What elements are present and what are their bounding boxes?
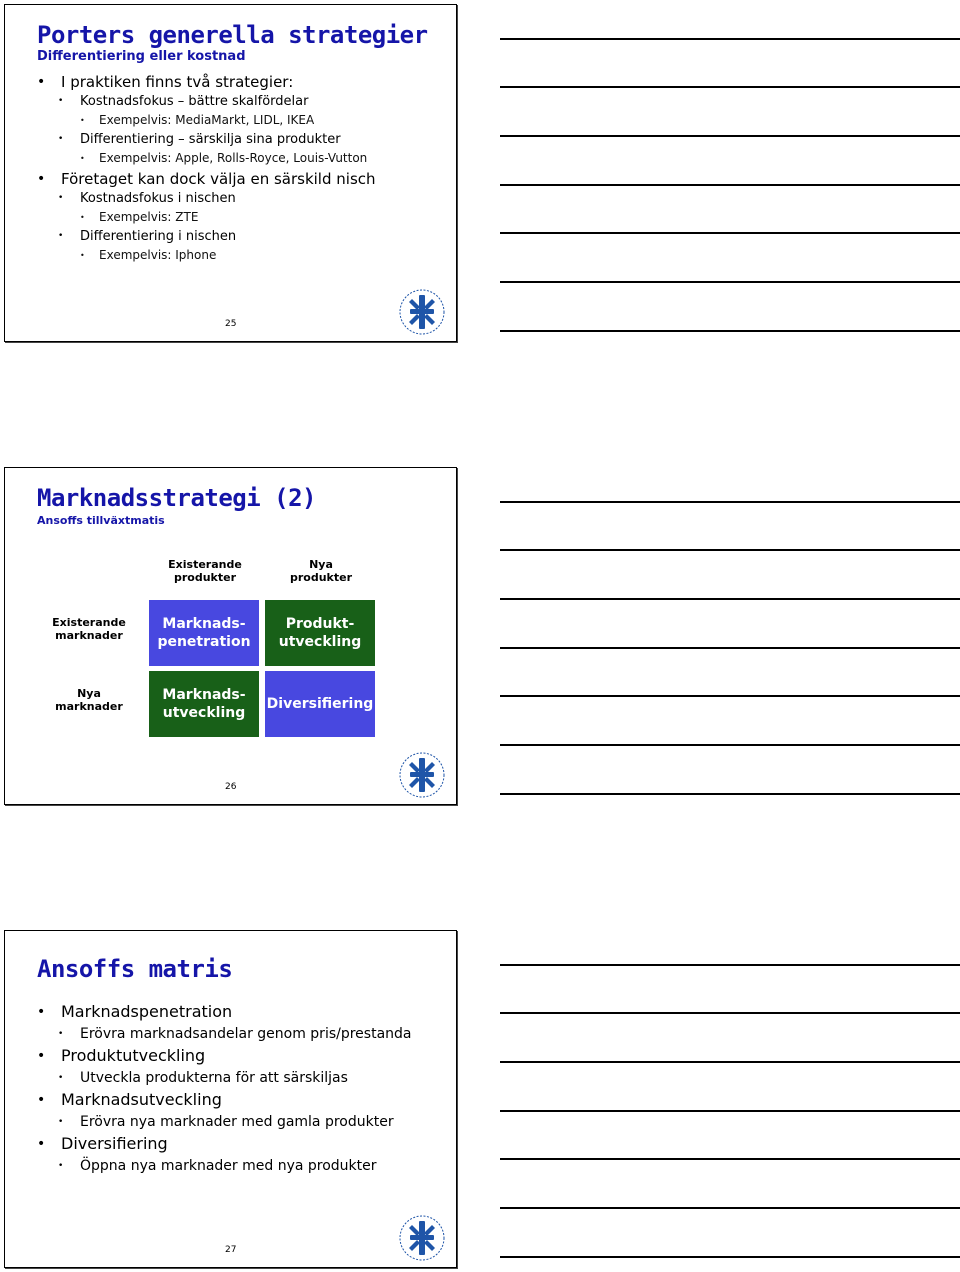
slide-subtitle: Differentiering eller kostnad: [37, 49, 246, 64]
cell-label: Diversifiering: [266, 696, 374, 712]
bullet-item: • Marknadspenetration: [35, 1001, 445, 1023]
bullet-item: • Diversifiering: [35, 1133, 445, 1155]
cell-market-development: [149, 671, 259, 737]
note-line: [500, 1061, 960, 1063]
cell-label: Marknads- penetration: [157, 616, 251, 650]
bullet-item: • Erövra nya marknader med gamla produkter: [35, 1111, 445, 1133]
bullet-item: • Kostnadsfokus i nischen: [35, 189, 445, 208]
col-header-new-products: [273, 558, 369, 584]
row-header-label: Existerande marknader: [52, 616, 126, 642]
slide-title: Porters generella strategier: [37, 21, 428, 49]
bullet-item: • Produktutveckling: [35, 1045, 445, 1067]
note-line: [500, 695, 960, 697]
col-header-label: Existerande produkter: [168, 558, 242, 584]
row-header-label: Nya marknader: [55, 687, 123, 713]
note-line: [500, 86, 960, 88]
note-line: [500, 598, 960, 600]
bullet-item: • Exempelvis: MediaMarkt, LIDL, IKEA: [35, 111, 445, 130]
note-line: [500, 793, 960, 795]
note-line: [500, 1256, 960, 1258]
col-header-label: Nya produkter: [289, 558, 353, 584]
row-header-existing-markets: [41, 616, 137, 642]
page-number: 26: [225, 782, 237, 792]
bullet-item: • Differentiering i nischen: [35, 227, 445, 246]
note-line: [500, 1012, 960, 1014]
note-line: [500, 135, 960, 137]
cell-label: Produkt- utveckling: [278, 616, 362, 650]
bullet-item: • Kostnadsfokus – bättre skalfördelar: [35, 92, 445, 111]
page-number: 25: [225, 319, 237, 329]
slide-title: Ansoffs matris: [37, 955, 233, 983]
slide-title: Marknadsstrategi (2): [37, 484, 316, 512]
slide-26: [4, 467, 457, 805]
slide-subtitle: Ansoffs tillväxtmatis: [37, 514, 165, 527]
note-line: [500, 184, 960, 186]
cell-label: Marknads- utveckling: [162, 687, 246, 721]
note-line: [500, 232, 960, 234]
note-line: [500, 38, 960, 40]
note-line: [500, 501, 960, 503]
note-line: [500, 647, 960, 649]
bullet-item: • Exempelvis: Apple, Rolls-Royce, Louis-Vutton: [35, 149, 445, 168]
bullet-item: • Marknadsutveckling: [35, 1089, 445, 1111]
note-line: [500, 1207, 960, 1209]
note-line: [500, 1110, 960, 1112]
bullet-item: • Exempelvis: ZTE: [35, 208, 445, 227]
col-header-existing-products: [157, 558, 253, 584]
bullet-item: • Företaget kan dock välja en särskild nisch: [35, 170, 445, 189]
university-logo-icon: [394, 750, 450, 800]
bullet-item: • Öppna nya marknader med nya produkter: [35, 1155, 445, 1177]
bullet-list: [35, 1001, 445, 1177]
cell-market-penetration: [149, 600, 259, 666]
bullet-item: • Differentiering – särskilja sina produkter: [35, 130, 445, 149]
note-line: [500, 330, 960, 332]
note-line: [500, 1158, 960, 1160]
note-line: [500, 744, 960, 746]
bullet-list: [35, 71, 445, 265]
bullet-item: • Erövra marknadsandelar genom pris/prestanda: [35, 1023, 445, 1045]
university-logo-icon: [394, 287, 450, 337]
bullet-item: • Utveckla produkterna för att särskiljas: [35, 1067, 445, 1089]
note-line: [500, 549, 960, 551]
page-number: 27: [225, 1245, 237, 1255]
note-line: [500, 964, 960, 966]
university-logo-icon: [394, 1213, 450, 1263]
slide-27: [4, 930, 457, 1268]
bullet-item: • Exempelvis: Iphone: [35, 246, 445, 265]
cell-diversification: [265, 671, 375, 737]
slide-25: [4, 4, 457, 342]
cell-product-development: [265, 600, 375, 666]
bullet-item: • I praktiken finns två strategier:: [35, 73, 445, 92]
row-header-new-markets: [41, 687, 137, 713]
note-line: [500, 281, 960, 283]
